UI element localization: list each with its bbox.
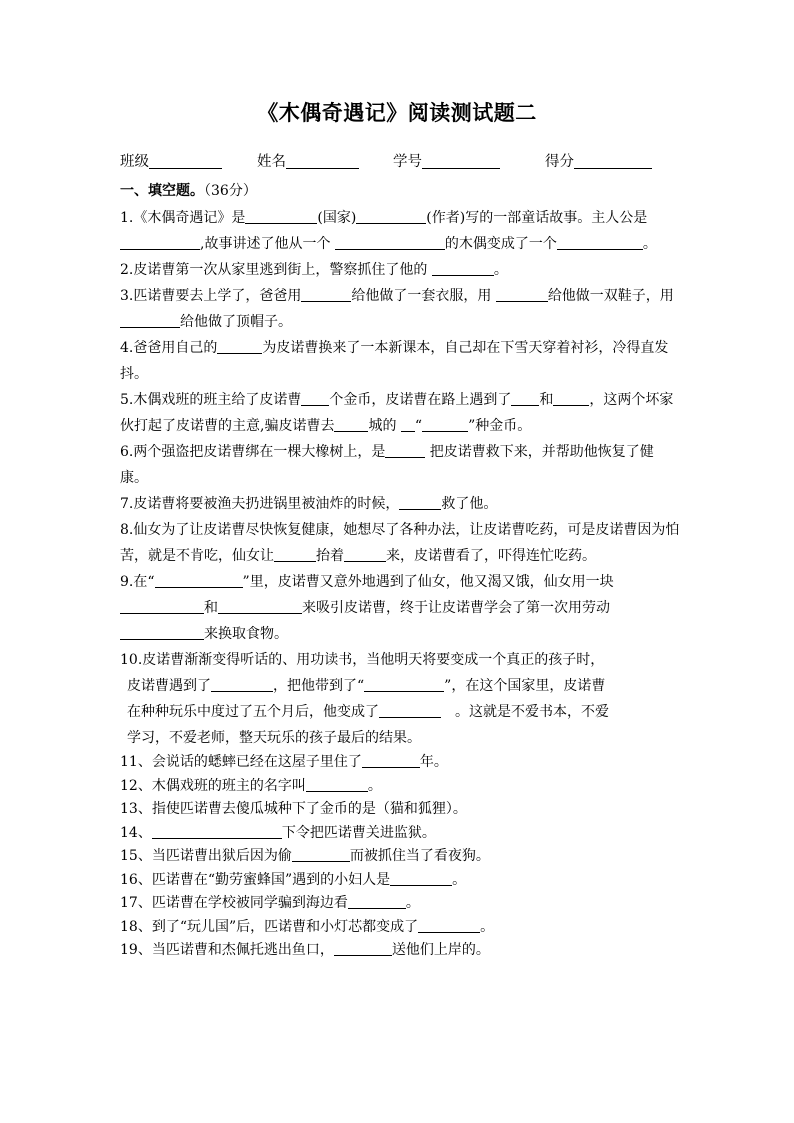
question-8 — [120, 517, 680, 569]
question-text: 学习，不爱老师，整天玩乐的孩子最后的结果。 — [127, 730, 421, 746]
answer-blank — [211, 676, 273, 692]
question-text: 两个强盗把皮诺曹绑在一棵大橡树上，是 — [133, 444, 386, 460]
question-text: 下令把匹诺曹关进监狱。 — [281, 824, 436, 841]
answer-blank — [385, 442, 425, 458]
question-text: 皮诺曹渐渐变得听话的、用功读书，当他明天将要变成一个真正的孩子时， — [142, 652, 605, 668]
answer-blank — [557, 234, 643, 250]
question-number: 16、 — [120, 871, 152, 888]
question-text: 个金币，皮诺曹在路上遇到了 — [329, 392, 512, 408]
question-number: 15、 — [120, 848, 152, 864]
question-text: 来吸引皮诺曹，终于让皮诺曹学会了第一次用劳动 — [302, 600, 610, 616]
question-6 — [120, 439, 680, 491]
question-text: 城的 — [368, 418, 401, 434]
answer-blank — [120, 624, 204, 640]
question-number: 1. — [120, 210, 134, 226]
class-field — [120, 150, 222, 171]
question-11 — [120, 751, 680, 775]
question-text: 《木偶奇遇记》是 — [133, 210, 246, 226]
question-number: 19、 — [120, 942, 152, 958]
answer-blank — [362, 752, 420, 768]
answer-blank — [217, 338, 262, 354]
question-text: 把皮诺曹救下来，并帮助他恢复了健康。 — [120, 444, 654, 486]
section-heading — [120, 180, 257, 200]
answer-blank — [334, 940, 392, 956]
question-text: 。 — [452, 871, 467, 888]
answer-blank — [120, 234, 200, 250]
question-text: ”里，皮诺曹又意外地遇到了仙女，他又渴又饿，仙女用一块 — [242, 574, 614, 590]
question-text: 皮诺曹将要被渔夫扔进锅里被油炸的时候， — [133, 496, 400, 512]
question-text: 木偶戏班的班主的名字叫 — [151, 777, 306, 794]
question-text: 当匹诺曹出狱后因为偷 — [151, 848, 292, 864]
question-text: 指使匹诺曹去傻瓜城种下了金币的是（猫和狐狸）。 — [151, 801, 467, 817]
question-text: 。 — [367, 777, 382, 794]
question-17 — [120, 892, 680, 916]
question-12 — [120, 775, 680, 799]
question-text: 给他做一双鞋子，用 — [547, 288, 674, 304]
name-field — [257, 150, 359, 171]
question-14 — [120, 822, 680, 846]
question-list — [120, 205, 680, 963]
question-number: 9. — [120, 574, 134, 590]
student-id-field — [393, 150, 500, 171]
answer-blank — [364, 676, 444, 692]
question-text: (国家) — [317, 210, 357, 226]
answer-blank — [155, 572, 243, 588]
question-text: 而被抓住当了看夜狗。 — [349, 848, 490, 864]
question-15 — [120, 845, 680, 869]
question-text: 抬着 — [316, 548, 344, 564]
question-2 — [120, 257, 680, 283]
question-13 — [120, 798, 680, 822]
question-text: 。这就是不爱书本，不爱 — [455, 704, 609, 720]
question-5 — [120, 387, 680, 439]
question-text: 皮诺曹遇到了 — [127, 678, 211, 694]
question-text: 在“ — [133, 574, 155, 590]
answer-blank — [120, 598, 204, 614]
question-text: 给他做了一套衣服，用 — [351, 288, 496, 304]
section-title: 一、填空题。 — [120, 183, 204, 199]
question-text: 会说话的蟋蟀已经在这屋子里住了 — [151, 754, 362, 770]
student-info-line — [120, 150, 680, 172]
question-number: 6. — [120, 444, 134, 460]
question-19 — [120, 939, 680, 963]
answer-blank — [496, 286, 548, 302]
answer-blank — [432, 260, 494, 276]
class-blank — [149, 152, 222, 169]
answer-blank — [511, 390, 539, 406]
question-text: 木偶戏班的班主给了皮诺曹 — [133, 392, 302, 408]
question-text: 。 — [405, 895, 420, 911]
question-text: 到了“玩儿国”后，匹诺曹和小灯芯都变成了 — [151, 918, 419, 935]
answer-blank — [334, 416, 368, 432]
section-points: （36分） — [204, 183, 257, 199]
question-text: 在种种玩乐中度过了五个月后，他变成了 — [127, 704, 379, 720]
answer-blank — [348, 893, 406, 909]
answer-blank — [399, 494, 441, 510]
question-text: 匹诺曹在“勤劳蜜蜂国”遇到的小妇人是 — [151, 871, 391, 888]
question-18 — [120, 916, 680, 940]
question-number: 18、 — [120, 918, 152, 935]
question-text: “ — [414, 418, 423, 434]
answer-blank — [292, 846, 350, 862]
question-text: 和 — [539, 392, 554, 408]
question-text: 爸爸用自己的 — [133, 340, 218, 356]
question-text: (作者)写的一部童话故事。主人公是 — [426, 210, 648, 226]
question-text: 当匹诺曹和杰佩托逃出鱼口， — [151, 942, 334, 958]
worksheet-title: 《木偶奇遇记》阅读测试题二 — [257, 100, 537, 125]
question-4 — [120, 335, 680, 387]
student-id-blank — [422, 152, 500, 169]
question-text: ”，在这个国家里，皮诺曹 — [444, 678, 606, 694]
answer-blank — [274, 546, 316, 562]
answer-blank — [120, 312, 180, 328]
question-7 — [120, 491, 680, 517]
question-10 — [120, 647, 680, 751]
question-number: 13、 — [120, 801, 152, 817]
question-number: 12、 — [120, 777, 152, 794]
answer-blank — [356, 208, 426, 224]
answer-blank — [245, 208, 317, 224]
question-number: 8. — [120, 522, 134, 538]
question-number: 11、 — [120, 754, 152, 770]
answer-blank — [422, 416, 468, 432]
question-text: 给他做了顶帽子。 — [180, 314, 292, 330]
question-number: 4. — [120, 340, 134, 356]
question-text: 救了他。 — [441, 496, 498, 512]
question-text: 匹诺曹要去上学了，爸爸用 — [133, 288, 302, 304]
question-text: 和 — [204, 600, 218, 616]
question-text: 送他们上岸的。 — [391, 942, 490, 958]
short-questions — [120, 751, 680, 963]
question-text: 。 — [493, 262, 508, 278]
question-16 — [120, 869, 680, 893]
question-number: 14、 — [120, 824, 152, 841]
question-text: ，把他带到了“ — [273, 678, 365, 694]
answer-blank — [390, 870, 452, 886]
answer-blank — [418, 917, 480, 933]
score-blank — [574, 152, 652, 169]
score-field — [545, 150, 652, 171]
question-text: 为皮诺曹换来了一本新课本，自己却在下雪天穿着衬衫，冷得直发抖。 — [120, 340, 669, 382]
answer-blank — [379, 702, 441, 718]
question-number: 10. — [120, 652, 143, 668]
answer-blank — [344, 546, 386, 562]
question-text: 。 — [642, 236, 657, 252]
name-blank — [286, 152, 359, 169]
answer-blank — [218, 598, 302, 614]
class-label: 班级 — [120, 154, 149, 170]
question-text: 来，皮诺曹看了，吓得连忙吃药。 — [386, 548, 596, 564]
question-number: 5. — [120, 392, 134, 408]
question-3 — [120, 283, 680, 335]
answer-blank — [401, 416, 415, 432]
answer-blank — [335, 234, 445, 250]
student-id-label: 学号 — [393, 154, 422, 170]
question-text: 来换取食物。 — [204, 626, 288, 642]
answer-blank — [306, 776, 368, 792]
question-1 — [120, 205, 680, 257]
answer-blank — [301, 390, 329, 406]
answer-blank — [553, 390, 589, 406]
question-number: 3. — [120, 288, 134, 304]
question-text: 匹诺曹在学校被同学骗到海边看 — [151, 895, 348, 911]
question-text: 年。 — [419, 754, 448, 770]
question-number: 2. — [120, 262, 134, 278]
question-text: ,故事讲述了他从一个 — [200, 236, 335, 252]
question-text: 仙女为了让皮诺曹尽快恢复健康，她想尽了各种办法，让皮诺曹吃药，可是皮诺曹因为怕苦，就是不肯吃，仙女让 — [120, 522, 680, 564]
answer-blank — [152, 823, 282, 839]
question-number: 17、 — [120, 895, 152, 911]
question-text: ，这两个坏家伙打起了皮诺曹的主意,骗皮诺曹去 — [120, 392, 674, 434]
question-text: 皮诺曹第一次从家里逃到街上，警察抓住了他的 — [133, 262, 432, 278]
question-number: 7. — [120, 496, 134, 512]
question-text: 。 — [480, 918, 495, 935]
name-label: 姓名 — [257, 154, 286, 170]
question-text: 的木偶变成了一个 — [444, 236, 557, 252]
question-9 — [120, 569, 680, 647]
question-text: ”种金币。 — [468, 418, 532, 434]
answer-blank — [301, 286, 351, 302]
score-label: 得分 — [545, 154, 574, 170]
